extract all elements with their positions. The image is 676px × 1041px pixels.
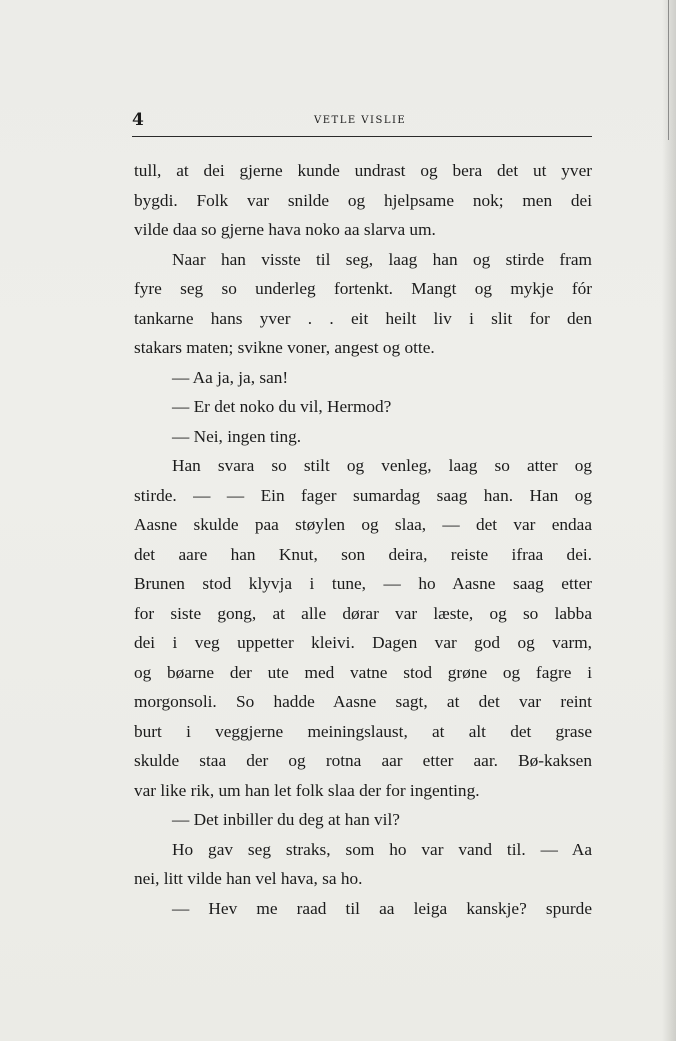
text-line: dei i veg uppetter kleivi. Dagen var god og varm, <box>134 633 592 652</box>
text-line: morgonsoli. So hadde Aasne sagt, at det var reint <box>134 692 592 711</box>
page-edge-shadow <box>662 0 676 1041</box>
text-line: bygdi. Folk var snilde og hjelpsame nok; men dei <box>134 190 592 210</box>
text-line: skulde staa der og rotna aar etter aar. Bø-kaksen <box>134 751 592 770</box>
text-line: nei, litt vilde han vel hava, sa ho. <box>134 869 363 888</box>
text-line: Aasne skulde paa støylen og slaa, — det var endaa <box>134 515 592 534</box>
text-line: — Aa ja, ja, san! <box>172 367 289 387</box>
page-header <box>132 106 592 137</box>
page-edge-mark <box>668 0 669 140</box>
text-line: — Er det noko du vil, Hermod? <box>172 397 392 416</box>
text-line: — Hev me raad til aa leiga kanskje? spurde <box>172 898 592 918</box>
text-line: — Det inbiller du deg at han vil? <box>172 810 400 829</box>
text-line: det aare han Knut, son deira, reiste ifraa dei. <box>134 544 592 564</box>
text-line: tull, at dei gjerne kunde undrast og bera det ut yver <box>134 161 592 180</box>
text-line: var like rik, um han let folk slaa der for ingenting. <box>134 780 480 800</box>
text-line: stakars maten; svikne voner, angest og otte. <box>134 338 435 357</box>
text-line: og bøarne der ute med vatne stod grøne og fagre i <box>134 662 592 682</box>
page-number: 4 <box>132 110 144 130</box>
text-line: stirde. — — Ein fager sumardag saag han. Han og <box>134 485 592 505</box>
text-line: — Nei, ingen ting. <box>172 426 302 446</box>
text-line: tankarne hans yver . . eit heilt liv i slit for den <box>134 308 592 328</box>
running-head: VETLE VISLIE <box>314 115 407 126</box>
text-line: fyre seg so underleg fortenkt. Mangt og mykje fór <box>134 279 592 298</box>
text-line: vilde daa so gjerne hava noko aa slarva um. <box>134 220 436 239</box>
text-line: Ho gav seg straks, som ho var vand til. — Aa <box>172 839 592 859</box>
text-line: Brunen stod klyvja i tune, — ho Aasne saag etter <box>134 574 592 593</box>
text-line: for siste gong, at alle dørar var læste, og so labba <box>134 603 592 623</box>
text-line: Han svara so stilt og venleg, laag so atter og <box>172 456 592 475</box>
text-line: Naar han visste til seg, laag han og stirde fram <box>172 249 592 269</box>
text-line: burt i veggjerne meiningslaust, at alt det grase <box>134 721 592 741</box>
body-text <box>134 156 592 923</box>
